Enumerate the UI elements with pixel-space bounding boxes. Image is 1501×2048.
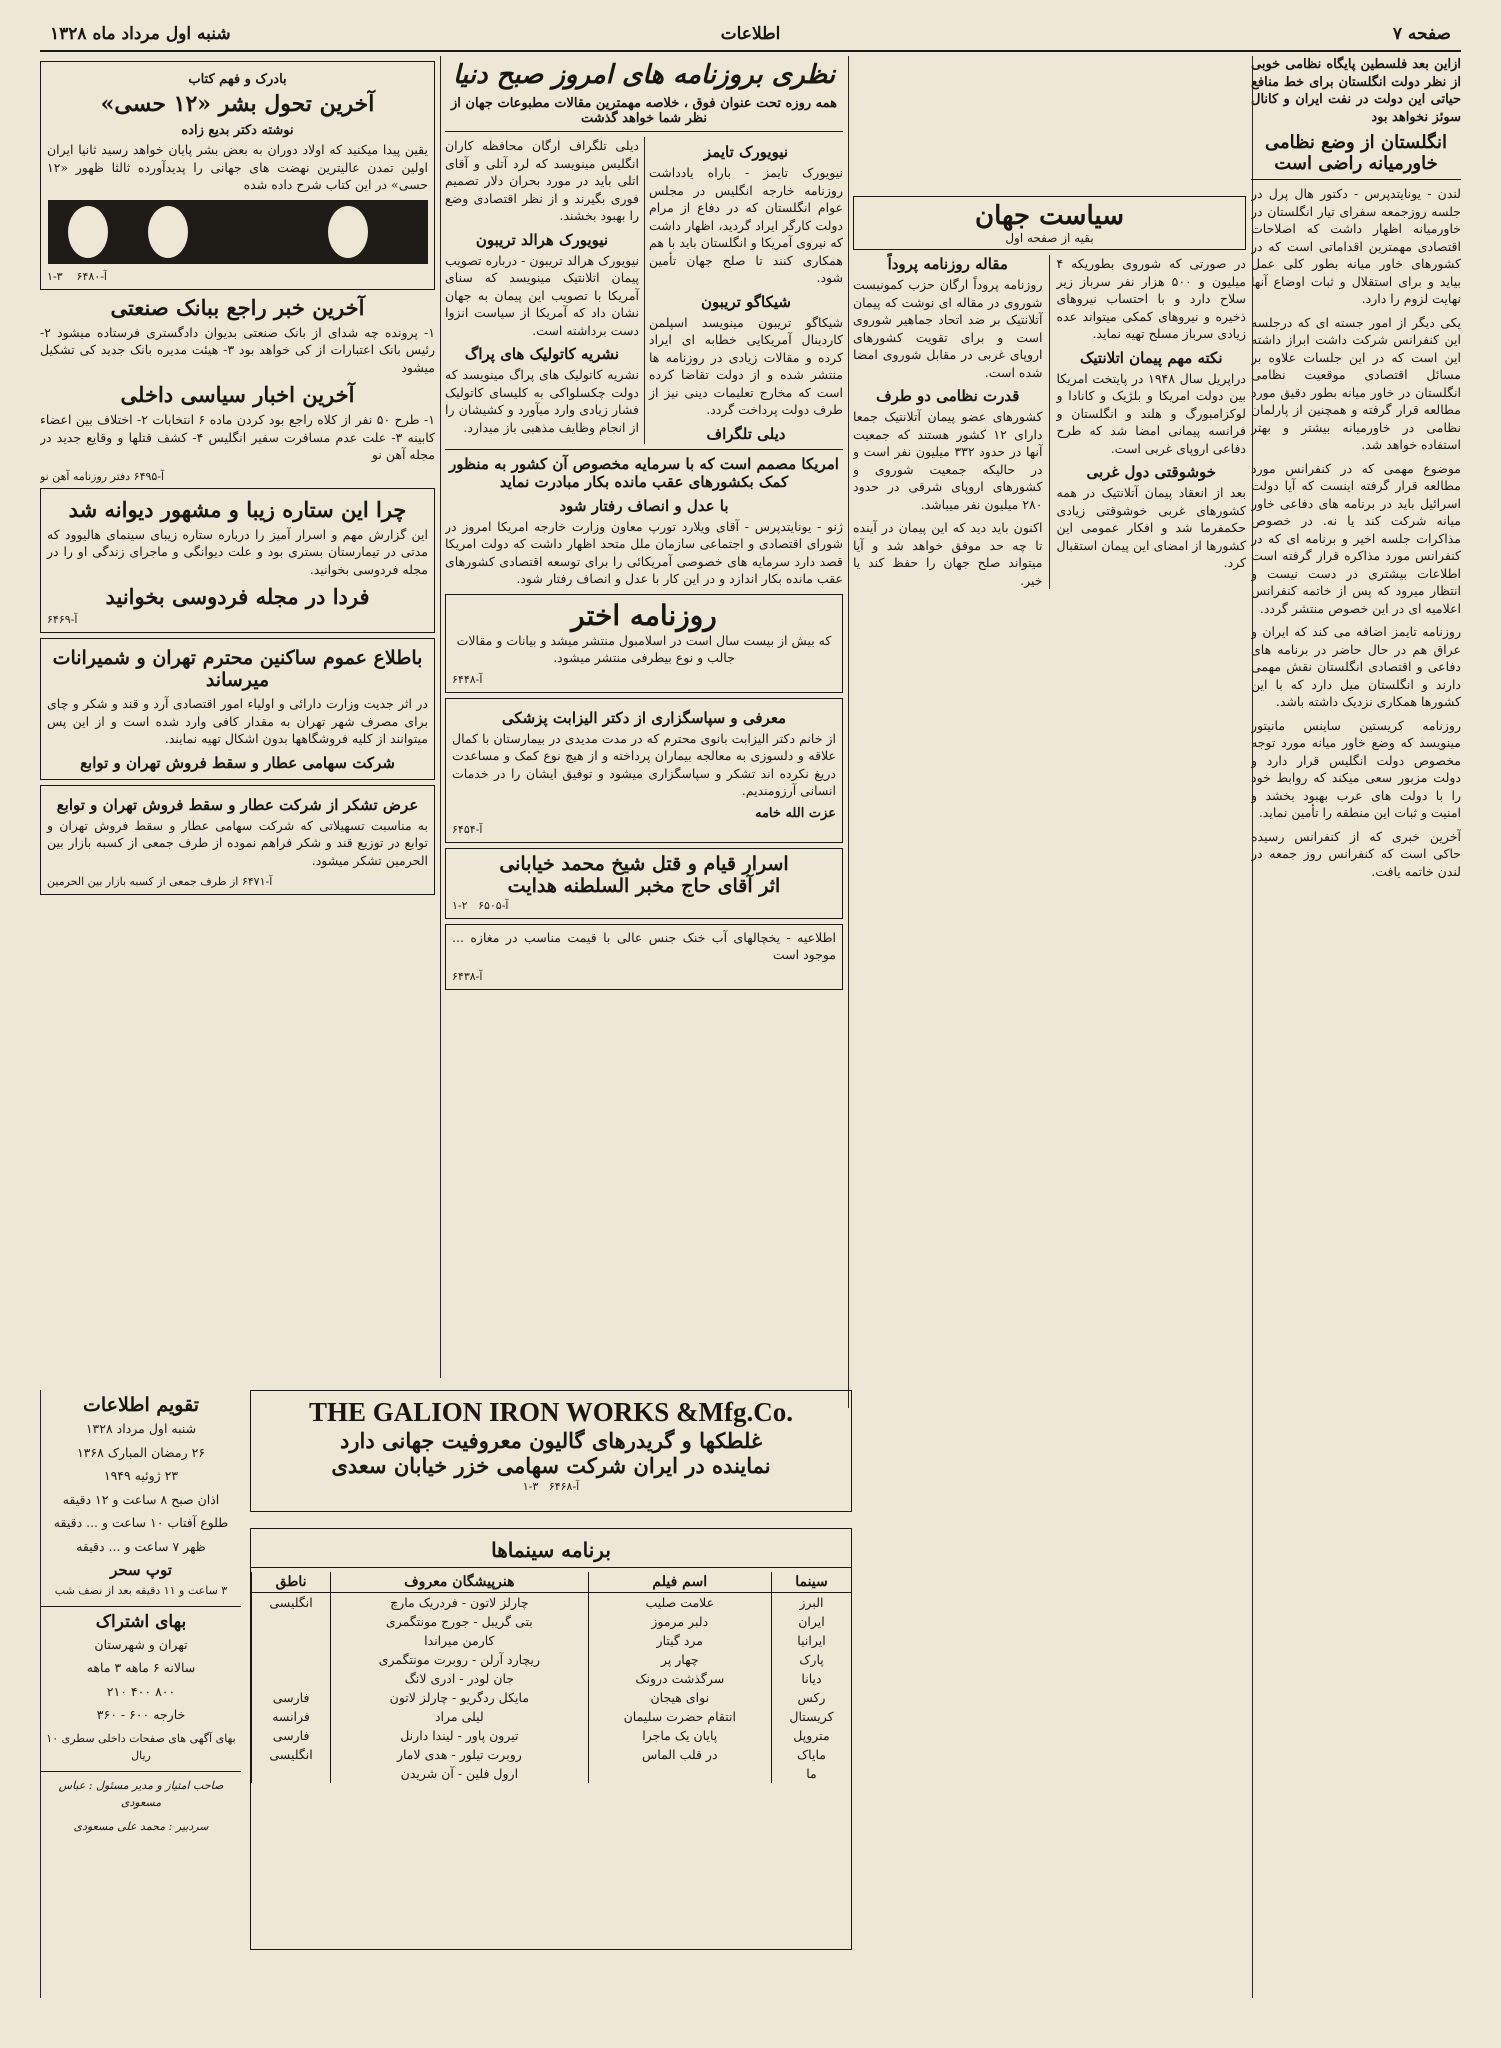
cell: دلبر مرموز bbox=[588, 1612, 771, 1631]
galion-num: ۳-۱ bbox=[522, 1480, 539, 1493]
notice-body: به مناسبت تسهیلاتی که شرکت سهامی عطار و سقط فروش تهران و توابع در توزیع قند و شکر فراهم نموده از طرف جمعی از کسبه بازار بین الحرمین تشکر میشود. bbox=[47, 817, 428, 868]
akhtar-code: آ-۶۴۴۸ bbox=[452, 672, 483, 686]
cinema-title: برنامه سینماها bbox=[251, 1533, 851, 1568]
doctor-sign: عزت الله خامه bbox=[755, 805, 836, 821]
cell: فرانسه bbox=[252, 1707, 331, 1726]
right-body-1: لندن - یونایتدپرس - دکتور هال پرل در جلسه روزجمعه سفرای تیار انگلستان در خاورمیانه اظهار داشت که اصلاحات اقتصادی مهمترین اقداماتی است که در کشورهای خاور میانه بطور کلی عمل بیاید و برای استقلال و ثبات اوضاع آنها نهایت لزوم را دارد. bbox=[1251, 186, 1461, 306]
politics-sub-3: مقاله روزنامه پروداً bbox=[887, 255, 1008, 273]
politics-body-1: در صورتی که شوروی بطوریکه ۴ میلیون و ۵۰۰ هزار نفر سرباز زیر سلاح دارد و با احتساب نیروهای ذخیره و نیروهای کمکی میتواند عده زیادی سرباز مسلح تهیه نماید. bbox=[1056, 256, 1246, 341]
icebox-ad bbox=[445, 924, 843, 990]
cell: البرز bbox=[771, 1593, 851, 1613]
cinema-col-film: اسم فیلم bbox=[588, 1572, 771, 1593]
calendar-row-6: ظهر ۷ ساعت و ... دقیقه bbox=[76, 1538, 206, 1554]
subscription-title: بهای اشتراک bbox=[95, 1611, 187, 1632]
cell: علامت صلیب bbox=[588, 1593, 771, 1613]
politics-title-box bbox=[853, 196, 1246, 250]
column-rule bbox=[440, 56, 441, 1378]
cell: تیرون پاور - لیندا دارنل bbox=[331, 1726, 588, 1745]
paper-name: اطلاعات bbox=[720, 24, 781, 44]
subscription-periods: سالانه ۶ ماهه ۳ ماهه bbox=[86, 1660, 196, 1675]
notice-title: عرض تشکر از شرکت عطار و سقط فروش تهران و توابع bbox=[56, 795, 419, 814]
cell: در قلب الماس bbox=[588, 1745, 771, 1764]
akhtar-ad bbox=[445, 594, 843, 693]
column-right bbox=[1251, 56, 1461, 1998]
politics-sub-2: خوشوقتی دول غربی bbox=[1086, 463, 1217, 481]
cell: سرگذشت درونک bbox=[588, 1669, 771, 1688]
tehran-notice bbox=[40, 638, 435, 780]
telegraph-body: دیلی تلگراف ارگان محافظه کاران انگلیس مینویسد که لرد آتلی و آقای اتلی باید در مورد بحران دلار تصمیم فوری بگیرند و از نظر اقتصادی وضع را بهبود بخشند. bbox=[445, 138, 639, 223]
america-headline: امریکا مصمم است که با سرمایه مخصوص آن کشور به منظور کمک بکشورهای عقب مانده بکار مبادرت نماید bbox=[449, 454, 839, 491]
cell bbox=[588, 1764, 771, 1783]
calendar-row-1: شنبه اول مرداد ۱۳۲۸ bbox=[85, 1421, 197, 1436]
cell bbox=[252, 1631, 331, 1650]
galion-line-2: نماینده در ایران شرکت سهامی خزر خیابان سعدی bbox=[331, 1453, 771, 1478]
cell: پایان یک ماجرا bbox=[588, 1726, 771, 1745]
table-row bbox=[252, 1612, 852, 1631]
table-row bbox=[252, 1688, 852, 1707]
cell: کارمن میراندا bbox=[331, 1631, 588, 1650]
cinema-program bbox=[250, 1528, 852, 1950]
politics-sub-1: نکته مهم پیمان اتلانتیک bbox=[1079, 348, 1223, 367]
khiabani-codes bbox=[452, 899, 836, 912]
sahar-label: توپ سحر bbox=[110, 1561, 172, 1579]
nytimes-body: نیویورک تایمز - باراه یادداشت روزنامه خارجه انگلیس در مجلس عوام انگلستان که در دفاع از مرام دولت کارگر ایراد گردید، اظهار داشت که نیروی آمریکا و انگلستان باید با هم همکاری کنند تا صلح جهان تأمین شود. bbox=[649, 165, 843, 285]
book-title: آخرین تحول بشر «۱۲ حسی» bbox=[100, 91, 375, 117]
cell bbox=[252, 1764, 331, 1783]
khiabani-num: ۲-۱ bbox=[452, 898, 468, 912]
sahar-time: ۳ ساعت و ۱۱ دقیقه بعد از نصف شب bbox=[54, 1584, 228, 1597]
editor-line: صاحب امتیاز و مدیر مسئول : عباس مسعودی bbox=[58, 1778, 224, 1809]
table-row bbox=[252, 1669, 852, 1688]
cell: مایکل ردگریو - چارلز لاتون bbox=[331, 1688, 588, 1707]
divider bbox=[445, 449, 843, 450]
center-subhead: همه روزه تحت عنوان فوق ، خلاصه مهمترین مقالات مطبوعات جهان از نظر شما خواهد گذشت bbox=[451, 96, 837, 126]
cell: نوای هیجان bbox=[588, 1688, 771, 1707]
book-code: آ-۶۴۸۰ bbox=[76, 269, 107, 283]
khiabani-line-2: اثر آقای حاج مخبر السلطنه هدایت bbox=[507, 874, 781, 897]
divider bbox=[1251, 179, 1461, 180]
cell: مرد گیتار bbox=[588, 1631, 771, 1650]
doctor-title: معرفی و سپاسگزاری از دکتر الیزابت پزشکی bbox=[501, 708, 787, 727]
header-rule bbox=[40, 50, 1461, 52]
politics-body-3: بعد از انعقاد پیمان آتلانتیک در همه کشورهای غربی خوشوقتی زیادی حکمفرما شد و افکار عمومی این کشورها از امضای این پیمان استقبال کرد. bbox=[1056, 485, 1246, 570]
cell: فارسی bbox=[252, 1688, 331, 1707]
table-row bbox=[252, 1593, 852, 1613]
center-columns bbox=[445, 137, 843, 444]
table-row bbox=[252, 1764, 852, 1783]
cell: ارول فلین - آن شریدن bbox=[331, 1764, 588, 1783]
issue-date: شنبه اول مرداد ماه ۱۳۲۸ bbox=[50, 24, 231, 44]
doctor-body: از خانم دکتر الیزابت بانوی محترم که در مدت مدیدی در بیمارستان با کمال علاقه و دلسوزی به معالجه بیماران پرداخته و از هیچ نوع کمک و مساعدت دریغ نکرده اند تشکر و سپاسگزاری میشود و توفیق ایشان را در خدمات انسانی آرزومندیم. bbox=[452, 730, 836, 799]
subscription-prices: ۸۰۰ ۴۰۰ ۲۱۰ bbox=[106, 1683, 176, 1699]
cell bbox=[252, 1650, 331, 1669]
cell bbox=[252, 1612, 331, 1631]
chief-line: سردبیر : محمد علی مسعودی bbox=[73, 1819, 209, 1833]
politics-columns bbox=[853, 255, 1246, 589]
politics-body-5: کشورهای عضو پیمان آتلانتیک جمعا دارای ۱۲ کشور هستند که جمعیت آنها در حدود ۳۳۲ میلیون نفر است و در حالیکه جمعیت شوروی و کشورهای اروپای شرقی در حدود ۲۸۰ میلیون نفر میباشد. bbox=[853, 409, 1043, 512]
subscription-region: تهران و شهرستان bbox=[94, 1636, 188, 1652]
calendar-row-2: ۲۶ رمضان المبارک ۱۳۶۸ bbox=[76, 1444, 206, 1460]
cell: پارک bbox=[771, 1650, 851, 1669]
column-politics bbox=[853, 56, 1246, 1998]
book-body: یقین پیدا میکنید که اولاد دوران به بعض بشر پایان خواهد رسید ثانیا ایران اولین تمدن عالیترین نهضت های جهانی را پدیدآورده ثالثا ظهور «۱۲ حسی» در این کتاب شرح داده شده bbox=[47, 142, 428, 192]
domestic-title: آخرین اخبار سیاسی داخلی bbox=[120, 382, 355, 407]
book-codes bbox=[47, 270, 428, 283]
cinema-col-language: ناطق bbox=[252, 1572, 331, 1593]
bank-title: آخرین خبر راجع ببانک صنعتی bbox=[110, 294, 365, 320]
cell: ما bbox=[771, 1764, 851, 1783]
right-kicker: ازاین بعد فلسطین پایگاه نظامی خوبی از نظر دولت انگلستان برای خط منافع حیاتی این دولت در نفت ایران و کانال سوئز نخواهد بود bbox=[1251, 57, 1461, 125]
center-headline: نظری بروزنامه های امروز صبح دنیا bbox=[452, 60, 836, 90]
star-body: این گزارش مهم و اسرار آمیز را درباره ستاره زیبای سینمای هالیوود که مدتی در تیمارستان بستری بود و علت دیوانگی و ماجرای زندگی او را در مجله فردوسی بخوانید. bbox=[47, 526, 428, 577]
column-rule bbox=[848, 56, 849, 1408]
book-author: نوشته دکتر بدیع زاده bbox=[181, 123, 294, 138]
politics-title: سیاست جهان bbox=[975, 201, 1124, 231]
book-masks-illustration bbox=[48, 200, 428, 264]
tehran-title: باطلاع عموم ساکنین محترم تهران و شمیرانات میرساند bbox=[52, 647, 423, 691]
icebox-text: اطلاعیه - یخچالهای آب خنک جنس عالی با قیمت مناسب در مغازه ... موجود است bbox=[452, 929, 836, 963]
cell: متروپل bbox=[771, 1726, 851, 1745]
tehran-body: در اثر جدیت وزارت دارائی و اولیاء امور اقتصادی آرد و قند و شکر و چای برای مصرف شهر تهران به مقدار کافی وارد شده است و از این پس میتوانند از کلیه فروشگاهها بدون اشکال تهیه نمایند. bbox=[47, 696, 428, 746]
nytimes-title: نیویورک تایمز bbox=[703, 143, 789, 161]
book-ad bbox=[40, 61, 435, 290]
ferdowsi-ad bbox=[40, 488, 435, 634]
cell: ایرانیا bbox=[771, 1631, 851, 1650]
politics-body-6: اکنون باید دید که این پیمان در آینده تا چه حد موفق خواهد شد و آیا میتواند صلح جهان را حفظ کند یا خیر. bbox=[853, 520, 1043, 588]
cell: چارلز لاتون - فردریک مارچ bbox=[331, 1593, 588, 1613]
cell: انتقام حضرت سلیمان bbox=[588, 1707, 771, 1726]
calendar-row-4: اذان صبح ۸ ساعت و ۱۲ دقیقه bbox=[62, 1491, 220, 1507]
cell: جان لودر - ادری لانگ bbox=[331, 1669, 588, 1688]
chicago-body: شیکاگو تریبون مینویسد اسپلمن کاردینال آمریکایی خطابه ای ایراد کرده و مقالات زیادی در روزنامه ها منتشر شده و از دولت تقاضا کرده است که مخارج تعلیمات دینی نیز از طرف دولت پرداخت گردد. bbox=[649, 314, 843, 417]
domestic-body: ۱- طرح ۵۰ نفر از کلاه راجع بود کردن ماده ۶ انتخابات ۲- اختلاف بین اعضاء کابینه ۳- علت عدم مسافرت سفیر انگلیس ۴- کشف قتلها و وقایع جدید در مجله آهن نو bbox=[40, 412, 435, 462]
book-num: ۱-۳ bbox=[47, 269, 63, 283]
calendar-column bbox=[40, 1390, 241, 1998]
cell: کریستال bbox=[771, 1707, 851, 1726]
galion-code: آ-۶۴۶۸ bbox=[548, 1480, 580, 1493]
cell: دیانا bbox=[771, 1669, 851, 1688]
galion-codes bbox=[251, 1480, 851, 1493]
galion-latin: THE GALION IRON WORKS &Mfg.Co. bbox=[308, 1397, 794, 1427]
doctor-code: آ-۶۴۵۴ bbox=[452, 822, 483, 836]
calendar-row-5: طلوع آفتاب ۱۰ ساعت و ... دقیقه bbox=[53, 1515, 229, 1530]
cinema-header-row bbox=[252, 1572, 852, 1593]
right-body-5: روزنامه کریستین ساینس مانیتور مینویسد که وضع خاور میانه مورد توجه مخصوص دولت انگلیس قرار دارد و دولت مزبور سعی میکند که روابط خود را با دولت های عرب بهبود بخشد و امنیت و ثبات این منطقه را تأمین نماید. bbox=[1251, 717, 1461, 820]
table-row bbox=[252, 1745, 852, 1764]
cell: انگلیسی bbox=[252, 1745, 331, 1764]
khiabani-line-1: اسرار قیام و قتل شیخ محمد خیابانی bbox=[499, 852, 789, 875]
doctor-ad bbox=[445, 698, 843, 843]
herald-title: نیویورک هرالد تریبون bbox=[475, 230, 609, 249]
america-body: ژنو - یونایتدپرس - آقای ویلارد تورپ معاون وزارت خارجه امریکا امروز در شورای اقتصادی و اجتماعی سازمان ملل متحد اظهار داشت که دولت امریکا قصد دارد سرمایه های خصوصی آمریکائی را برای توسعه اقتصادی کشورهای عقب مانده بکار اندازد و در این کار با عدل و انصاف رفتار شود. bbox=[445, 518, 843, 587]
table-row bbox=[252, 1631, 852, 1650]
khiabani-code: آ-۶۵۰۵ bbox=[478, 898, 509, 912]
cell: روبرت تیلور - هدی لامار bbox=[331, 1745, 588, 1764]
right-body-4: روزنامه تایمز اضافه می کند که ایران و عراق هم در حال حاضر در برنامه های دفاعی و اقتصادی انگلستان نقش مهمی دارند و انگلستان میل دارد که با این کشورها همکاری نزدیک داشته باشد. bbox=[1251, 624, 1461, 709]
cell: چهار پر bbox=[588, 1650, 771, 1669]
subscription-abroad: خارجه ۶۰۰ - ۳۶۰ bbox=[96, 1707, 186, 1722]
table-row bbox=[252, 1707, 852, 1726]
tehran-sign: شرکت سهامی عطار و سقط فروش تهران و توابع bbox=[80, 753, 395, 772]
cell: فارسی bbox=[252, 1726, 331, 1745]
divider bbox=[41, 1771, 241, 1772]
subscription-note: بهای آگهی های صفحات داخلی سطری ۱۰ ریال bbox=[46, 1731, 236, 1762]
bank-body: ۱- پرونده چه شدای از بانک صنعتی بدیوان دادگستری فرستاده میشود ۲- رئیس بانک اعتبارات از کی خواهد بود ۳- هیئت مدیره بانک جدید کی تشکیل میشود bbox=[40, 324, 435, 375]
page-number: صفحه ۷ bbox=[1392, 24, 1451, 44]
star-title: چرا این ستاره زیبا و مشهور دیوانه شد bbox=[68, 496, 407, 522]
america-subhead: با عدل و انصاف رفتار شود bbox=[559, 496, 729, 515]
politics-body-4: روزنامه پروداً ارگان حزب کمونیست شوروی در مقاله ای نوشت که پیمان آتلانتیک بر ضد اتحاد جماهیر شوروی است و برای تقویت کشورهای اروپای غربی در مقابل شوروی امضا شده است. bbox=[853, 277, 1043, 380]
cinema-table bbox=[251, 1572, 851, 1783]
thanks-notice bbox=[40, 785, 435, 896]
cell: انگلیسی bbox=[252, 1593, 331, 1613]
column-center bbox=[445, 56, 843, 1378]
galion-ad bbox=[250, 1390, 852, 1512]
column-rule bbox=[1252, 56, 1253, 1998]
cell bbox=[252, 1669, 331, 1688]
cinema-col-cinema: سینما bbox=[771, 1572, 851, 1593]
domestic-code: آ-۶۴۹۵ دفتر روزنامه آهن نو bbox=[40, 469, 165, 483]
right-body-6: آخرین خبری که از کنفرانس رسیده حاکی است که کنفرانس روز جمعه در لندن خاتمه یافت. bbox=[1251, 828, 1461, 879]
right-body-2: یکی دیگر از امور جسته ای که درجلسه این کنفرانس شرکت داشت ابراز داشته این است که در این جلسات علاوه بر مسائل اقتصادی موقعیت نظامی انگلستان در خاور میانه بطور دقیق مورد مطالعه قرار گرفته و همچنین از پارلمان نظامی در خاورمیانه بیشتر و بهتر استفاده خواهد شد. bbox=[1251, 314, 1461, 452]
cell: ریچارد آرلن - روبرت مونتگمری bbox=[331, 1650, 588, 1669]
divider bbox=[41, 1606, 241, 1607]
table-row bbox=[252, 1726, 852, 1745]
calendar-title: تقویم اطلاعات bbox=[82, 1394, 199, 1416]
icebox-code: آ-۶۴۳۸ bbox=[452, 969, 483, 983]
khiabani-ad bbox=[445, 848, 843, 919]
catholic-title: نشریه کاتولیک های پراگ bbox=[464, 345, 620, 363]
notice-code: آ-۶۴۷۱ از طرف جمعی از کسبه بازار بین الحرمین bbox=[47, 875, 273, 888]
akhtar-title: روزنامه اختر bbox=[571, 598, 717, 632]
right-body-3: موضوع مهمی که در کنفرانس مورد مطالعه قرار گرفته اینست که آیا دولت اسرائیل باید در برنامه های دفاعی خاور میانه شرکت کند یا نه. در خصوص مذاکرات جلسه اخیر و برنامه ای که در کنفرانس مورد مذاکره قرار گرفته است اطلاعات بیشتری در دست نیست و انتظار میرود که پس از خاتمه کنفرانس اعلامیه ای در این خصوص منتشر گردد. bbox=[1251, 460, 1461, 616]
cinema-col-stars: هنرپیشگان معروف bbox=[331, 1572, 588, 1593]
akhtar-body: که بیش از بیست سال است در اسلامبول منتشر میشد و بیانات و مقالات جالب و نوع بیطرفی منتشر میشود. bbox=[456, 632, 832, 666]
politics-continued: بقیه از صفحه اول bbox=[1005, 231, 1094, 245]
column-left bbox=[40, 56, 435, 1368]
divider bbox=[445, 131, 843, 132]
chicago-title: شیکاگو تریبون bbox=[701, 292, 791, 311]
cell: لیلی مراد bbox=[331, 1707, 588, 1726]
table-row bbox=[252, 1650, 852, 1669]
catholic-body: نشریه کاتولیک های پراگ مینویسد که دولت چکسلواکی به کلیسای کاتولیک فشار زیادی وارد میآورد و کشیشان را از انجام وظایف مذهبی باز میدارد. bbox=[445, 367, 639, 435]
cell: رکس bbox=[771, 1688, 851, 1707]
calendar-row-3: ۲۳ ژوئیه ۱۹۴۹ bbox=[103, 1468, 179, 1483]
ferdowsi-code: آ-۶۴۶۹ bbox=[47, 613, 78, 626]
herald-body: نیویورک هرالد تریبون - درباره تصویب پیمان اتلانتیک مینویسد که سنای آمریکا با تصویب این پیمان به جهان نشان داد که آمریکا از سیاست انزوا دست برداشته است. bbox=[445, 252, 639, 338]
galion-line-1: غلطکها و گریدرهای گالیون معروفیت جهانی دارد bbox=[340, 1428, 762, 1453]
politics-body-2: دراپریل سال ۱۹۴۸ در پایتخت امریکا بین دولت امریکا و بلژیک و کانادا و لوکزامبورگ و هلند و انگلستان و فرانسه پیمانی امضا شد که طرح دفاعی اروپای غربی است. bbox=[1056, 370, 1246, 456]
cell: بتی گریبل - جورج مونتگمری bbox=[331, 1612, 588, 1631]
politics-sub-4: قدرت نظامی دو طرف bbox=[876, 387, 1020, 405]
telegraph-title: دیلی تلگراف bbox=[706, 424, 786, 443]
cell: ایران bbox=[771, 1612, 851, 1631]
ferdowsi-title: فردا در مجله فردوسی بخوانید bbox=[105, 584, 370, 609]
book-kicker: بادرک و فهم کتاب bbox=[188, 72, 287, 87]
cell: مایاک bbox=[771, 1745, 851, 1764]
page-header bbox=[40, 14, 1461, 54]
right-headline: انگلستان از وضع نظامی خاورمیانه راضی است bbox=[1264, 132, 1448, 174]
